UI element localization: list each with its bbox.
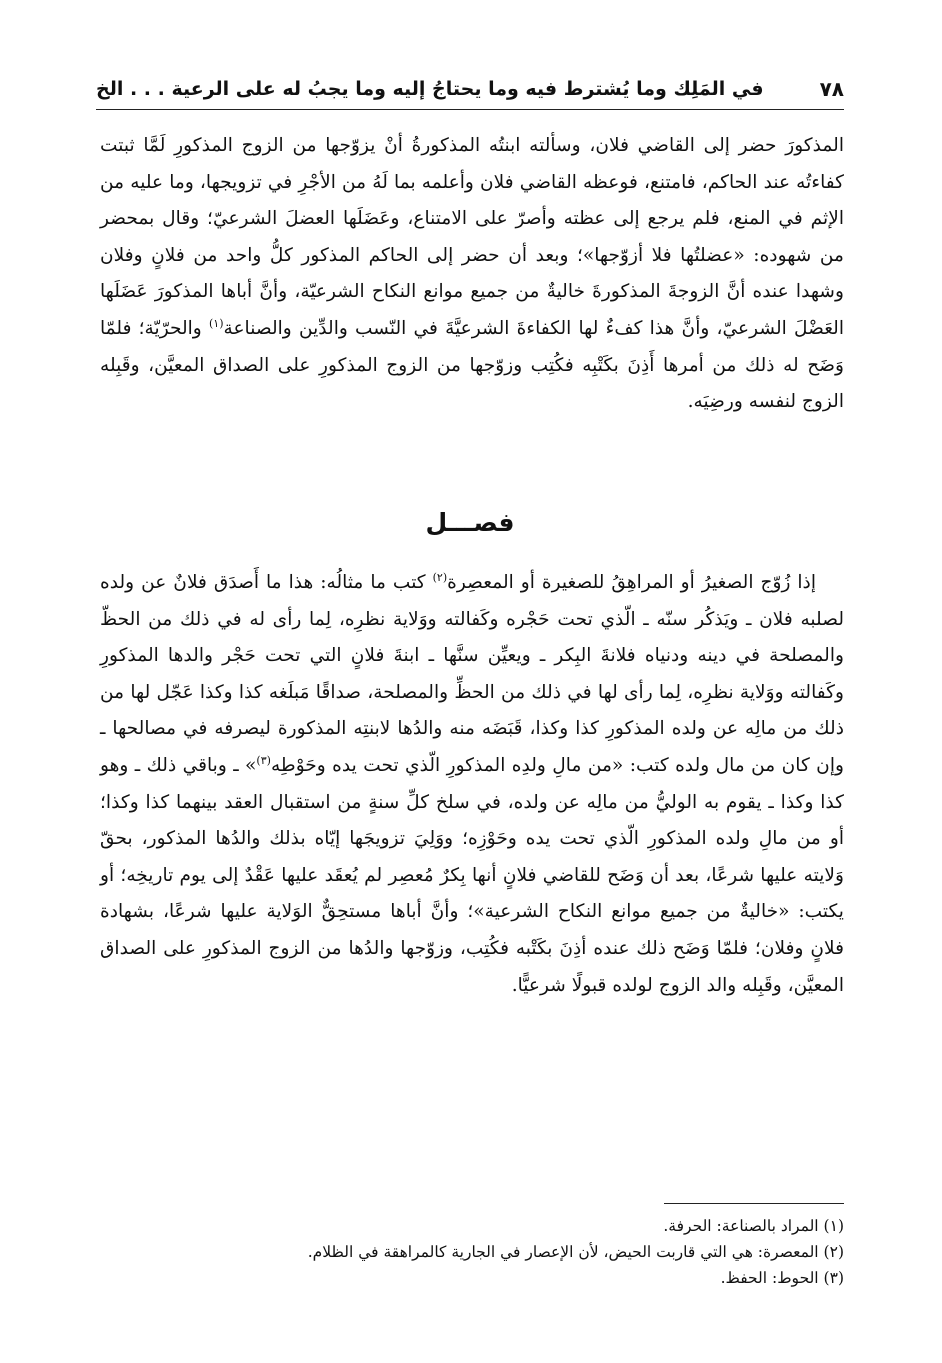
footnote-divider [664,1203,844,1204]
paragraph-2-text-a: إذا زُوّج الصغيرُ أو المراهِقُ للصغيرة أو المعصِرة [447,572,816,593]
footnote-text: الحوط: الحفظ. [720,1269,819,1287]
footnote-ref-2: (٢) [432,570,448,584]
paragraph-1-text-a: المذكورَ حضر إلى القاضي فلان، وسألته ابنتُه المذكورةُ أنْ يزوّجها من الزوج المذكورِ لَمَّا ثبتت كفاءتُه عند الحاكم، فامتنع، فوعظه القاضي فلان وأعلمه بما لَهُ من الأجْرِ في تزويجها، وما عليه من الإثم في المنع، فلم يرجع إلى عظته وأصرّ على الامتناع، وعَضَلَها العضلَ الشرعيّ؛ وقال بمحضر من شهوده: «عضلتُها فلا أزوّجها»؛ وبعد أن حضر إلى الحاكم المذكور كلُّ واحد من فلانٍ وفلان وشهدا عنده أنَّ الزوجةَ المذكورةَ خاليةٌ من جميع موانع النكاح الشرعيّة، وأنَّ أباها المذكورَ عَضَلَها العَضْلَ الشرعيّ، وأنَّ هذا كفءٌ لها الكفاءةَ الشرعيَّةَ في النّسب والدِّين والصناعة [100,135,844,339]
paragraph-2 [100,565,844,1004]
header-title: في المَلِك وما يُشترط فيه وما يحتاجُ إليه وما يجبُ له على الرعية . . . الخ [96,78,764,100]
footnote-text: المعصرة: هي التي قاربت الحيض، لأن الإعصار في الجارية كالمراهقة في الظلام. [307,1243,819,1261]
paragraph-2-text-b: كتب ما مثالُه: هذا ما أَصدَق فلانٌ عن ولده لصلبه فلان ـ ويَذكُر سنّه ـ الّذي تحت حَجْره وكَفالته ووَلاية نظرِه، لِما رأى له في ذلك من الحظّ والمصلحة في دينه ودنياه فلانةَ البِكر ـ ويعيِّن سنَّها ـ ابنةَ فلانٍ التي تحت حَجْر والدها المذكورِ وكَفالته ووَلاية نظرِه، لِما رأى لها في ذلك من الحظِّ والمصلحة، صداقًا مَبلَغه كذا وكذا عَجّل لها من ذلك من مالِه عن ولده المذكورِ كذا وكذا، قَبَضَه منه والدُها لابنتِه المذكورة ليصرفه في مصالحها ـ وإن كان من مال ولده كتب: «من مالِ ولدِه المذكورِ الّذي تحت يده وحَوْطِه [100,572,844,776]
section-title: فصـــل [425,508,515,537]
footnote-item [100,1265,844,1291]
running-header [96,74,844,104]
footnote-ref-1: (١) [208,316,224,330]
footnotes [100,1213,844,1291]
footnote-item [100,1239,844,1265]
paragraph-1 [100,128,844,421]
footnote-number: (٢) [823,1243,844,1261]
header-divider [96,109,844,110]
footnote-text: المراد بالصناعة: الحرفة. [663,1217,819,1235]
footnote-number: (١) [823,1217,844,1235]
footnote-item [100,1213,844,1239]
footnote-ref-3: (٣) [256,753,271,767]
footnote-number: (٣) [823,1269,844,1287]
paragraph-1-text-b: والحرّيّة؛ فلمّا وَضَح له ذلك من أمرها أَذِنَ بكَتْبِه فكُتِب وزوّجها من الزوج المذكورِ على الصداق المعيَّن، وقَبِله الزوج لنفسه ورضِيَه. [100,317,844,413]
page-number: ٧٨ [819,77,844,101]
paragraph-2-text-c: » ـ وباقي ذلك ـ وهو كذا وكذا ـ يقوم به الوليُّ من مالِه عن ولده، في سلخ كلِّ سنةٍ من استقبال العقد بينهما كذا وكذا؛ أو من مالِ ولده المذكورِ الّذي تحت يده وحَوْزِه؛ ووَلِيَ تزويجَها إيّاه بذلك والدُها المذكور، بحقّ وَلايته عليها شرعًا، بعد أن وَضَح للقاضي فلانٍ أنها بِكرٌ مُعصِر لم يُعقَد عليها عَقْدٌ إلى يوم تاريخِه؛ أو يكتب: «خاليةٌ من جميع موانع النكاح الشرعية»؛ وأنَّ أباها مستحِقٌّ الوَلاية عليها شرعًا، بشهادة فلانٍ وفلان؛ فلمّا وَضَح ذلك عنده أذِنَ بكَتْبه فكُتِب، وزوّجها والدُها من الزوج المذكورِ على الصداق المعيَّن، وقَبِله والد الزوج لولده قبولًا شرعيًّا. [100,754,844,996]
